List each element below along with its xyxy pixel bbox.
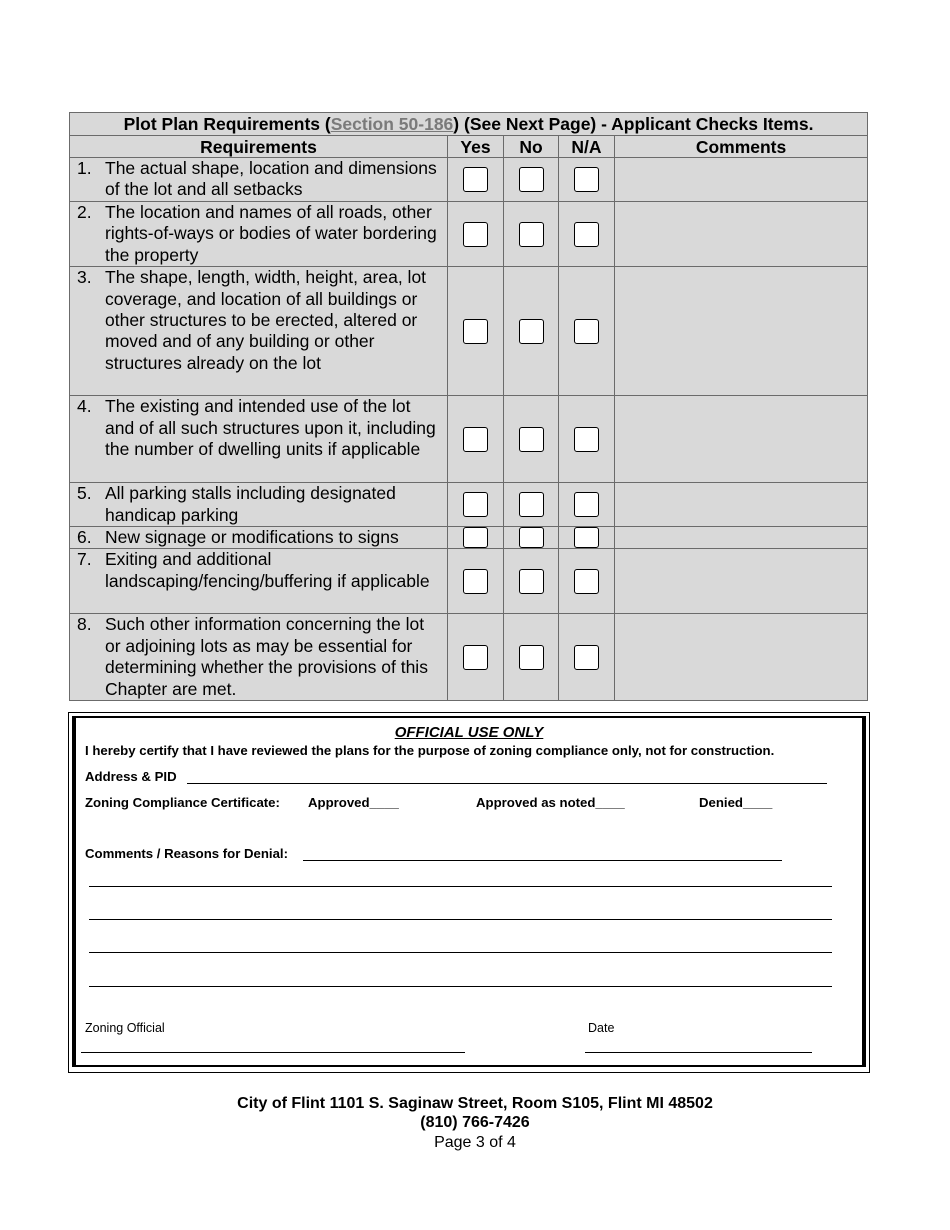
date-line[interactable] bbox=[585, 1052, 812, 1053]
no-checkbox[interactable] bbox=[519, 492, 544, 517]
table-row bbox=[70, 549, 868, 614]
row-number: 6. bbox=[77, 527, 92, 548]
na-checkbox[interactable] bbox=[574, 645, 599, 670]
denied-option[interactable]: Denied____ bbox=[699, 795, 773, 810]
row-number: 2. bbox=[77, 202, 92, 222]
no-checkbox[interactable] bbox=[519, 222, 544, 247]
row-number: 1. bbox=[77, 158, 92, 178]
na-checkbox[interactable] bbox=[574, 319, 599, 344]
yes-checkbox[interactable] bbox=[463, 427, 488, 452]
table-row bbox=[70, 158, 868, 202]
approved-option[interactable]: Approved____ bbox=[308, 795, 399, 810]
yes-checkbox[interactable] bbox=[463, 319, 488, 344]
row-number: 8. bbox=[77, 614, 92, 635]
row-number: 3. bbox=[77, 267, 92, 288]
zoning-certificate-label: Zoning Compliance Certificate: bbox=[85, 795, 280, 810]
comments-line[interactable] bbox=[89, 886, 832, 887]
comments-field[interactable] bbox=[615, 549, 868, 614]
title-suffix: ) (See Next Page) - Applicant Checks Items. bbox=[453, 114, 814, 134]
requirement-text: The existing and intended use of the lot and of all such structures upon it, including the number of dwelling units if applicable bbox=[105, 396, 436, 460]
header-na: N/A bbox=[559, 136, 615, 158]
table-row bbox=[70, 527, 868, 549]
na-checkbox[interactable] bbox=[574, 492, 599, 517]
address-pid-label: Address & PID bbox=[85, 769, 177, 784]
zoning-official-signature-line[interactable] bbox=[81, 1052, 465, 1053]
comments-denial-label: Comments / Reasons for Denial: bbox=[85, 846, 288, 861]
yes-checkbox[interactable] bbox=[463, 492, 488, 517]
comments-field[interactable] bbox=[615, 396, 868, 483]
row-number: 5. bbox=[77, 483, 92, 504]
na-checkbox[interactable] bbox=[574, 167, 599, 192]
na-checkbox[interactable] bbox=[574, 527, 599, 548]
yes-checkbox[interactable] bbox=[463, 222, 488, 247]
header-comments: Comments bbox=[615, 136, 868, 158]
requirement-text: The location and names of all roads, other rights-of-ways or bodies of water bordering the property bbox=[105, 202, 437, 265]
comments-field[interactable] bbox=[615, 483, 868, 527]
row-number: 4. bbox=[77, 396, 92, 417]
header-requirements: Requirements bbox=[70, 136, 448, 158]
footer-address: City of Flint 1101 S. Saginaw Street, Room S105, Flint MI 48502 bbox=[237, 1095, 713, 1112]
title-prefix: Plot Plan Requirements ( bbox=[123, 114, 331, 134]
yes-checkbox[interactable] bbox=[463, 569, 488, 594]
comments-line[interactable] bbox=[89, 919, 832, 920]
header-no: No bbox=[504, 136, 559, 158]
yes-checkbox[interactable] bbox=[463, 645, 488, 670]
row-number: 7. bbox=[77, 549, 92, 570]
address-pid-line[interactable] bbox=[187, 783, 827, 784]
plot-plan-table bbox=[69, 112, 868, 701]
section-link[interactable]: Section 50-186 bbox=[330, 114, 454, 134]
na-checkbox[interactable] bbox=[574, 427, 599, 452]
zoning-official-label: Zoning Official bbox=[85, 1021, 165, 1035]
official-use-title: OFFICIAL USE ONLY bbox=[394, 724, 544, 741]
official-use-box bbox=[68, 712, 870, 1073]
requirement-text: All parking stalls including designated handicap parking bbox=[105, 483, 396, 525]
requirement-text: New signage or modifications to signs bbox=[105, 527, 399, 548]
requirement-text: Exiting and additional landscaping/fencing/buffering if applicable bbox=[105, 549, 430, 591]
comments-field[interactable] bbox=[615, 614, 868, 701]
no-checkbox[interactable] bbox=[519, 427, 544, 452]
comments-denial-line[interactable] bbox=[303, 860, 782, 861]
comments-field[interactable] bbox=[615, 158, 868, 202]
comments-line[interactable] bbox=[89, 952, 832, 953]
comments-field[interactable] bbox=[615, 267, 868, 396]
na-checkbox[interactable] bbox=[574, 569, 599, 594]
no-checkbox[interactable] bbox=[519, 527, 544, 548]
comments-field[interactable] bbox=[615, 527, 868, 549]
footer-phone: (810) 766-7426 bbox=[420, 1114, 530, 1131]
approved-as-noted-option[interactable]: Approved as noted____ bbox=[476, 795, 625, 810]
table-row bbox=[70, 396, 868, 483]
table-row bbox=[70, 267, 868, 396]
yes-checkbox[interactable] bbox=[463, 527, 488, 548]
requirement-text: Such other information concerning the lot or adjoining lots as may be essential for determining whether the provisions of this Chapter are met. bbox=[105, 614, 428, 699]
na-checkbox[interactable] bbox=[574, 222, 599, 247]
page-number: Page 3 of 4 bbox=[434, 1134, 516, 1151]
table-row bbox=[70, 614, 868, 701]
requirement-text: The shape, length, width, height, area, lot coverage, and location of all buildings or other structures to be erected, altered or moved and of any building or other structures already on the lot bbox=[105, 267, 427, 373]
no-checkbox[interactable] bbox=[519, 569, 544, 594]
header-yes: Yes bbox=[448, 136, 504, 158]
table-row bbox=[70, 202, 868, 267]
no-checkbox[interactable] bbox=[519, 167, 544, 192]
table-row bbox=[70, 483, 868, 527]
no-checkbox[interactable] bbox=[519, 319, 544, 344]
certify-statement: I hereby certify that I have reviewed the plans for the purpose of zoning compliance only, not for construction. bbox=[85, 743, 775, 758]
comments-line[interactable] bbox=[89, 986, 832, 987]
requirement-text: The actual shape, location and dimensions of the lot and all setbacks bbox=[105, 158, 437, 200]
no-checkbox[interactable] bbox=[519, 645, 544, 670]
yes-checkbox[interactable] bbox=[463, 167, 488, 192]
date-label: Date bbox=[588, 1021, 615, 1035]
table-title bbox=[70, 113, 868, 136]
comments-field[interactable] bbox=[615, 202, 868, 267]
